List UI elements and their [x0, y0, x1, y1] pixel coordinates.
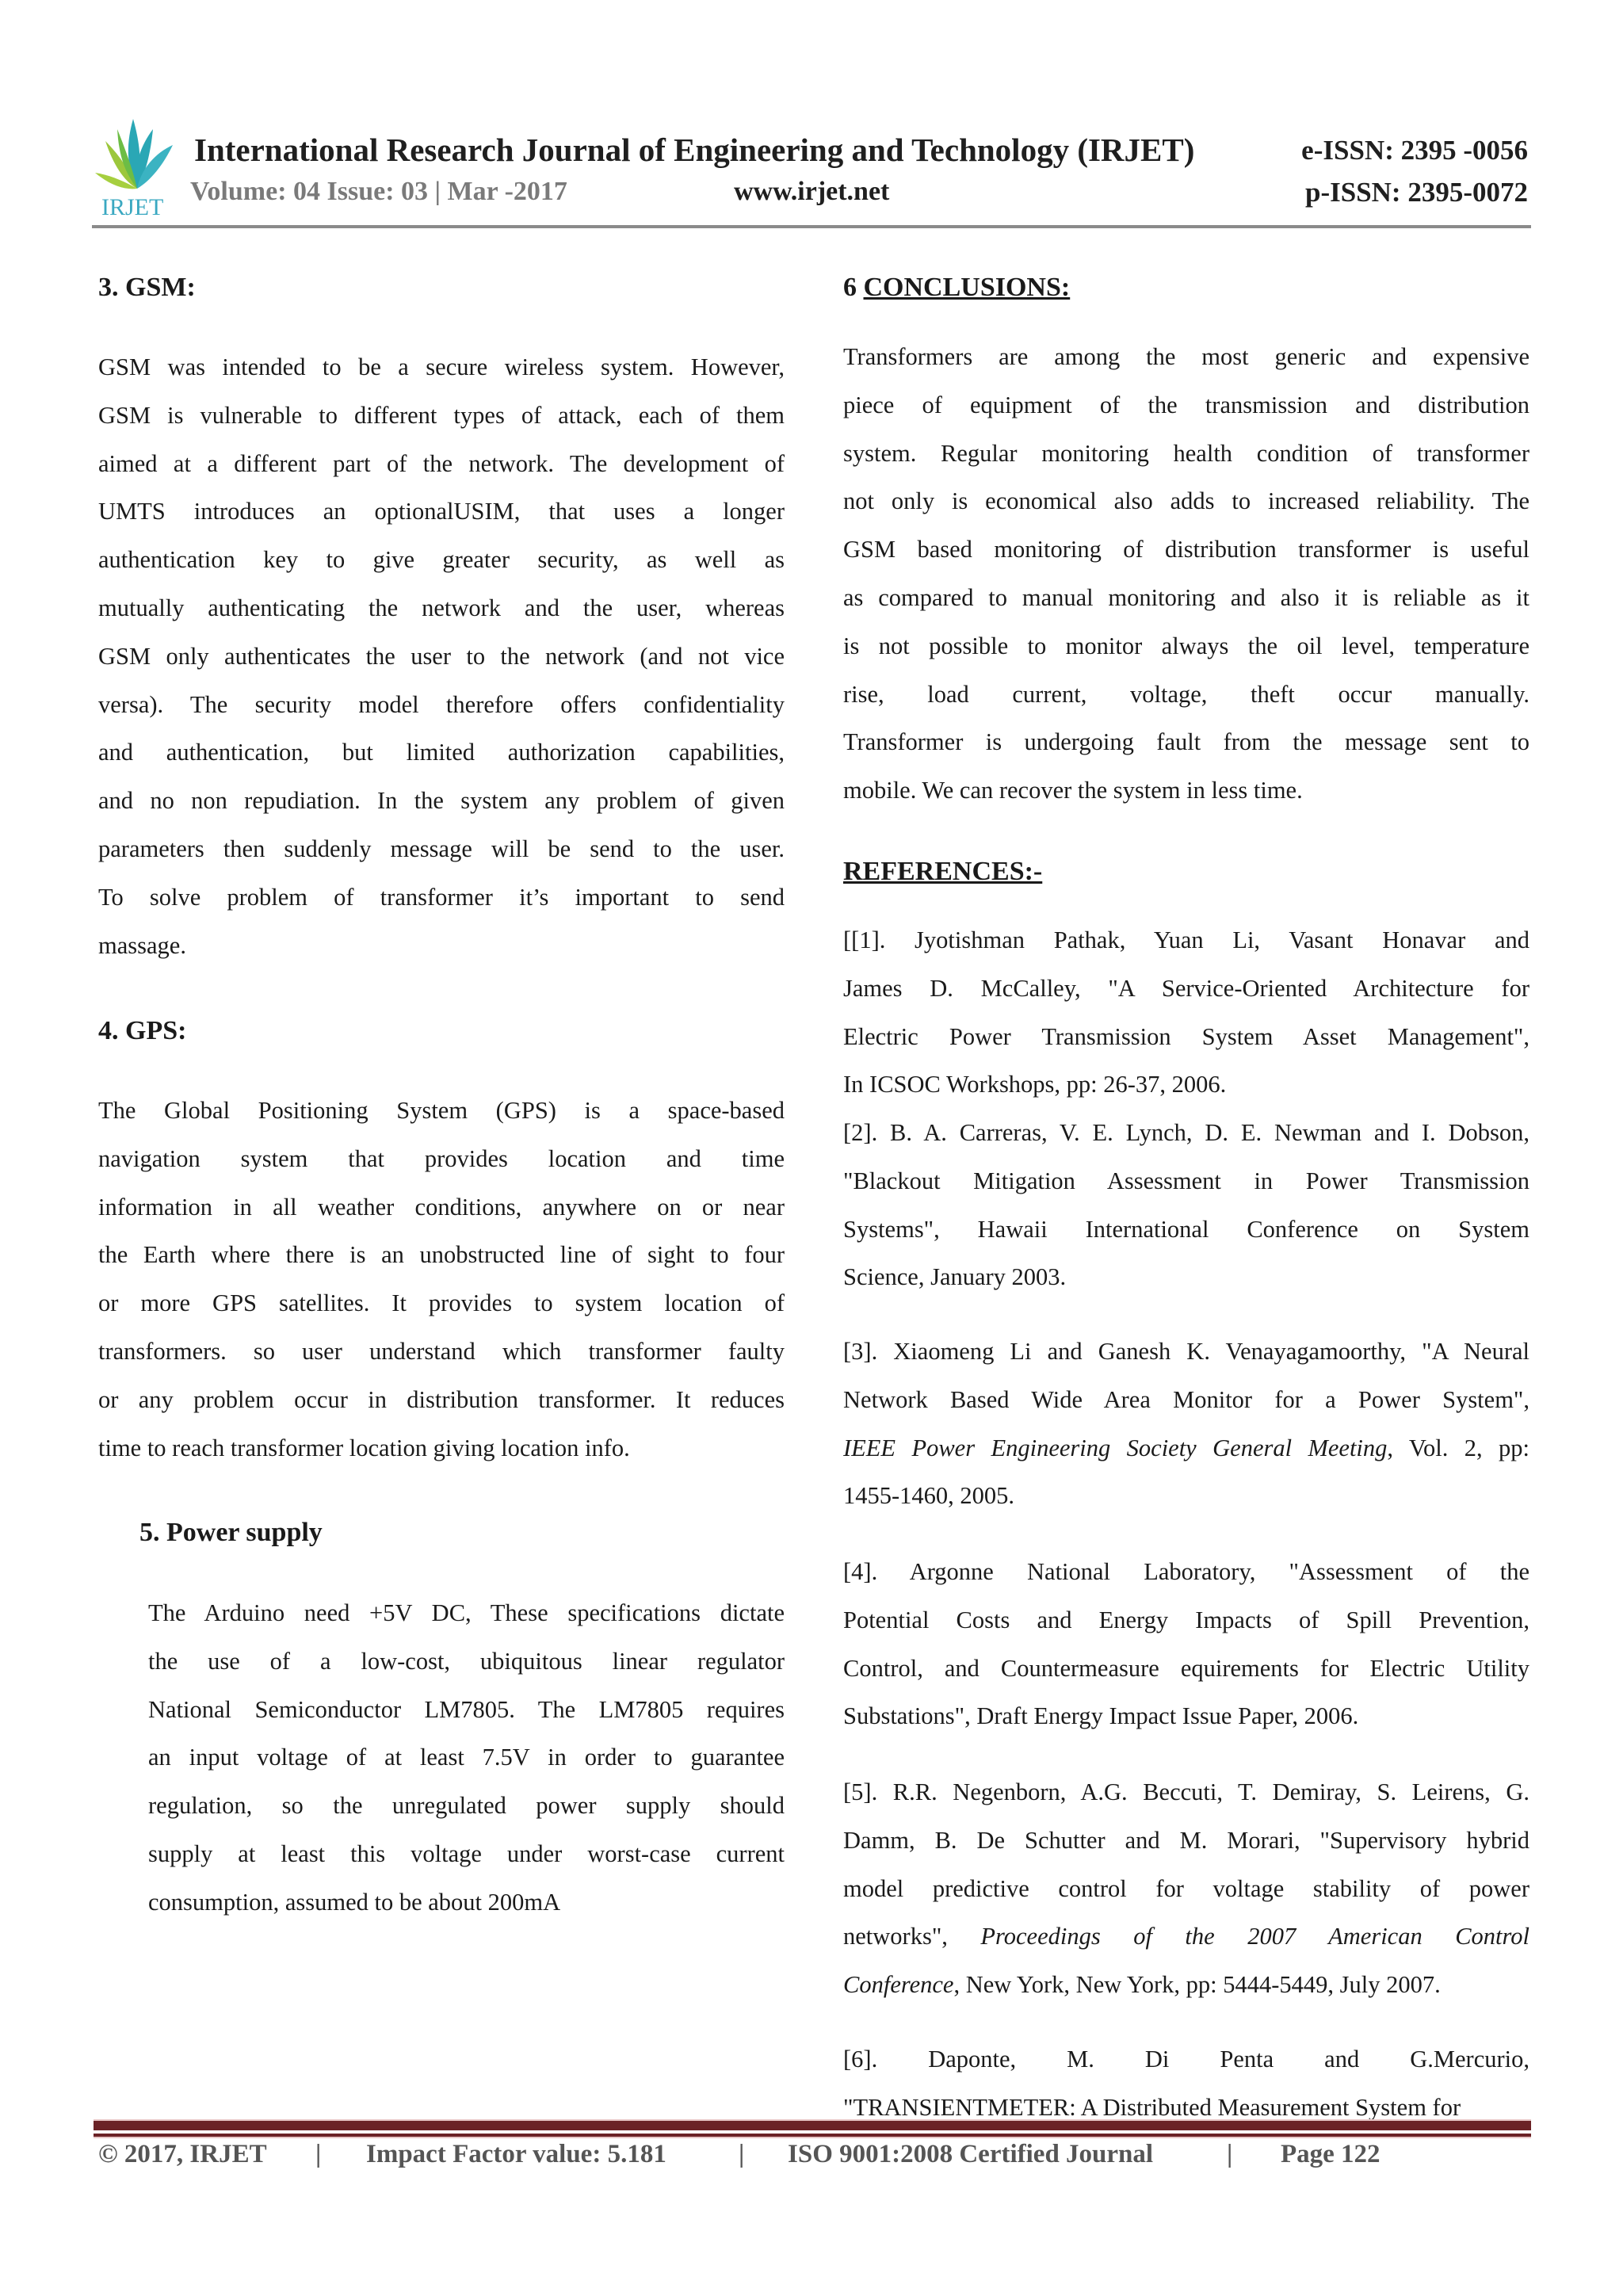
text-line: Substations", Draft Energy Impact Issue Paper, 2006.: [843, 1702, 1359, 1730]
text-line: consumption, assumed to be about 200mA: [148, 1888, 561, 1916]
text-line: the Earth where there is an unobstructed line of sight to four: [98, 1241, 785, 1269]
text-line: GSM based monitoring of distribution transformer is useful: [843, 536, 1529, 563]
text-line: not only is economical also adds to increased reliability. The: [843, 487, 1529, 515]
reference-5: [843, 1768, 1529, 2009]
text-line: and no non repudiation. In the system any problem of given: [98, 787, 785, 815]
reference-6: [843, 2035, 1529, 2132]
gps-heading: 4. GPS:: [98, 1016, 187, 1045]
footer-bar: [94, 2121, 1531, 2130]
text-line: National Semiconductor LM7805. The LM7805 requires: [148, 1695, 785, 1723]
text-line: regulation, so the unregulated power supply should: [148, 1792, 785, 1820]
footer-separator: |: [739, 2140, 745, 2168]
text-line: Science, January 2003.: [843, 1263, 1067, 1291]
references-heading: REFERENCES:-: [843, 857, 1043, 886]
text-line: GSM only authenticates the user to the network (and not vice: [98, 642, 785, 670]
journal-title: International Research Journal of Engineering and Technology (IRJET): [194, 132, 1195, 168]
reference-4: [843, 1548, 1529, 1740]
text-line: mobile. We can recover the system in less time.: [843, 777, 1303, 804]
text-line: [6]. Daponte, M. Di Penta and G.Mercurio,: [843, 2046, 1529, 2073]
reference-3: [843, 1328, 1529, 1520]
power-supply-paragraph: [148, 1589, 785, 1927]
text-line: Potential Costs and Energy Impacts of Spill Prevention,: [843, 1606, 1529, 1633]
text-line: [5]. R.R. Negenborn, A.G. Beccuti, T. Demiray, S. Leirens, G.: [843, 1778, 1529, 1805]
text-line: Electric Power Transmission System Asset Management",: [843, 1022, 1529, 1050]
text-line: time to reach transformer location giving location info.: [98, 1434, 630, 1461]
italic-text: Proceedings of the 2007 American Control: [980, 1923, 1529, 1950]
text-line: as compared to manual monitoring and also it is reliable as it: [843, 583, 1529, 611]
conclusions-title: CONCLUSIONS:: [863, 273, 1071, 302]
footer-impact-factor: Impact Factor value: 5.181: [366, 2140, 666, 2168]
text-line: supply at least this voltage under worst-case current: [148, 1839, 785, 1867]
gps-paragraph: [98, 1087, 785, 1472]
text-line: parameters then suddenly message will be send to the user.: [98, 835, 785, 862]
text-line: is not possible to monitor always the oil level, temperature: [843, 632, 1529, 659]
text-line: the use of a low-cost, ubiquitous linear regulator: [148, 1647, 785, 1675]
volume-issue: Volume: 04 Issue: 03 | Mar -2017: [190, 177, 567, 206]
text-line: and authentication, but limited authorization capabilities,: [98, 739, 785, 766]
text-line: or more GPS satellites. It provides to system location of: [98, 1289, 785, 1317]
text-line: Systems", Hawaii International Conference on System: [843, 1215, 1529, 1243]
text-line: Network Based Wide Area Monitor for a Power System",: [843, 1385, 1529, 1413]
text-segment: , Vol. 2, pp:: [1387, 1434, 1529, 1461]
text-line: mutually authenticating the network and the user, whereas: [98, 594, 785, 621]
text-line: massage.: [98, 931, 186, 959]
text-line: The Arduino need +5V DC, These specifications dictate: [148, 1599, 785, 1626]
text-line: aimed at a different part of the network. The development of: [98, 449, 785, 477]
text-segment: networks",: [843, 1923, 981, 1950]
text-line: To solve problem of transformer it’s important to send: [98, 883, 785, 911]
text-line: piece of equipment of the transmission and distribution: [843, 391, 1529, 418]
footer-separator: |: [1227, 2140, 1233, 2168]
text-line: rise, load current, voltage, theft occur manually.: [843, 680, 1529, 708]
gsm-paragraph: [98, 343, 785, 969]
logo-text: IRJET: [101, 194, 164, 220]
footer-separator: |: [315, 2140, 322, 2168]
footer-bar-thin: [94, 2134, 1531, 2137]
text-line: In ICSOC Workshops, pp: 26-37, 2006.: [843, 1071, 1227, 1098]
text-line: [843, 1912, 1529, 1961]
text-line: "Blackout Mitigation Assessment in Power Transmission: [843, 1167, 1529, 1194]
italic-text: IEEE Power Engineering Society General Meeting: [843, 1434, 1388, 1461]
footer-page-number: Page 122: [1281, 2140, 1381, 2168]
text-line: "TRANSIENTMETER: A Distributed Measurement System for: [843, 2093, 1461, 2121]
text-line: model predictive control for voltage stability of power: [843, 1874, 1529, 1902]
text-line: Damm, B. De Schutter and M. Morari, "Supervisory hybrid: [843, 1826, 1529, 1854]
conclusions-paragraph: [843, 333, 1529, 815]
text-segment: , New York, New York, pp: 5444-5449, July 2007.: [953, 1971, 1441, 1999]
conclusions-heading: [843, 273, 1070, 303]
leaf-logo-icon: [94, 117, 181, 193]
reference-2: [843, 1109, 1529, 1301]
e-issn: e-ISSN: 2395 -0056: [1301, 135, 1528, 166]
conclusions-number: 6: [843, 273, 864, 302]
text-line: [[1]. Jyotishman Pathak, Yuan Li, Vasant Honavar and: [843, 926, 1529, 953]
text-line: GSM is vulnerable to different types of attack, each of them: [98, 401, 785, 429]
text-line: GSM was intended to be a secure wireless system. However,: [98, 353, 785, 380]
footer-copyright: © 2017, IRJET: [98, 2140, 267, 2168]
text-line: or any problem occur in distribution transformer. It reduces: [98, 1385, 785, 1413]
text-line: navigation system that provides location and time: [98, 1144, 785, 1172]
footer-iso: ISO 9001:2008 Certified Journal: [788, 2140, 1154, 2168]
text-line: Control, and Countermeasure equirements for Electric Utility: [843, 1654, 1529, 1682]
header-divider: [92, 225, 1531, 228]
gsm-heading: 3. GSM:: [98, 273, 196, 302]
text-line: The Global Positioning System (GPS) is a space-based: [98, 1097, 785, 1124]
text-line: system. Regular monitoring health condition of transformer: [843, 439, 1529, 467]
text-line: [4]. Argonne National Laboratory, "Assessment of the: [843, 1558, 1529, 1585]
text-line: [2]. B. A. Carreras, V. E. Lynch, D. E. Newman and I. Dobson,: [843, 1119, 1529, 1146]
power-supply-heading: 5. Power supply: [139, 1518, 323, 1547]
text-line: Transformers are among the most generic and expensive: [843, 343, 1529, 370]
p-issn: p-ISSN: 2395-0072: [1304, 177, 1528, 208]
text-line: transformers. so user understand which transformer faulty: [98, 1337, 785, 1365]
text-line: James D. McCalley, "A Service-Oriented Architecture for: [843, 974, 1529, 1002]
irjet-logo: [94, 117, 181, 220]
text-line: UMTS introduces an optionalUSIM, that uses a longer: [98, 498, 785, 525]
text-line: versa). The security model therefore offers confidentiality: [98, 690, 785, 718]
text-line: [843, 1961, 1529, 2009]
reference-1: [843, 916, 1529, 1109]
italic-text: Conference: [843, 1971, 954, 1999]
text-line: information in all weather conditions, anywhere on or near: [98, 1193, 785, 1221]
text-line: authentication key to give greater security, as well as: [98, 546, 785, 574]
text-line: [843, 1424, 1529, 1473]
text-line: [3]. Xiaomeng Li and Ganesh K. Venayagamoorthy, "A Neural: [843, 1338, 1529, 1365]
website-link[interactable]: www.irjet.net: [734, 177, 890, 206]
text-line: Transformer is undergoing fault from the message sent to: [843, 728, 1529, 756]
text-line: 1455-1460, 2005.: [843, 1482, 1015, 1510]
text-line: an input voltage of at least 7.5V in order to guarantee: [148, 1744, 785, 1771]
